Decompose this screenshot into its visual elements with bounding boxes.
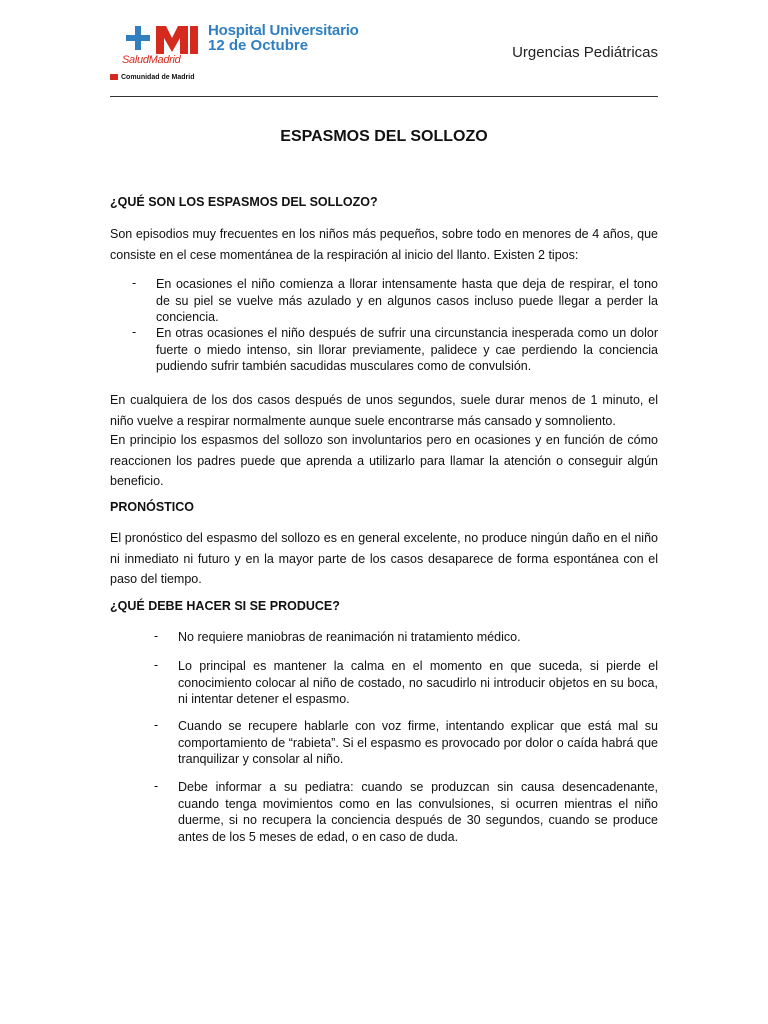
logo-comunidad (110, 74, 195, 81)
logo-hospital-name: Hospital Universitario (208, 22, 359, 39)
type-bullet: En otras ocasiones el niño después de sufrir una circunstancia inesperada como un dolor fuerte o miedo intenso, sin llorar previamente, palidece y cae perdiendo la conciencia pudiendo sufrir también sacudidas musculares como de convulsión. (156, 326, 658, 373)
logo-salud-madrid: SaludMadrid (122, 54, 181, 66)
paragraph-recovery: En cualquiera de los dos casos después de unos segundos, suele durar menos de 1 minuto, el niño vuelve a respirar normalmente aunque suele encontrarse más cansado y somnoliento. (110, 393, 658, 428)
type-bullet: En ocasiones el niño comienza a llorar intensamente hasta que deja de respirar, el tono de su piel se vuelve más azulado y en algunos casos incluso puede llegar a perder la conciencia. (156, 277, 658, 324)
logo-hospital-subname: 12 de Octubre (208, 37, 309, 54)
salud-madrid-mark-icon (122, 26, 202, 56)
logo-comunidad-text: Comunidad de Madrid (121, 74, 195, 81)
advice-bullet: Debe informar a su pediatra: cuando se produzcan sin causa desencadenante, cuando tenga movimientos como en las convulsiones, si ocurren mientras el niño duerme, si no recupera la conciencia después de 30 segundos, cuando se produce antes de los 5 meses de edad, o en caso de duda. (178, 780, 658, 844)
department-name: Urgencias Pediátricas (512, 44, 658, 61)
bullet-marker: - (154, 629, 159, 643)
bullet-marker: - (154, 658, 159, 672)
header-divider (110, 96, 658, 97)
paragraph-involuntary: En principio los espasmos del sollozo son involuntarios pero en ocasiones y en función de cómo reaccionen los padres puede que aprenda a utilizarlo para llamar la atención o conseguir algún beneficio. (110, 433, 658, 488)
section-heading-prognosis: PRONÓSTICO (110, 500, 195, 514)
bullet-marker: - (132, 325, 137, 339)
prognosis-paragraph: El pronóstico del espasmo del sollozo es en general excelente, no produce ningún daño en el niño ni inmediato ni futuro y en la mayor parte de los casos desaparece de forma espontánea con el paso del tiempo. (110, 531, 658, 586)
bullet-marker: - (132, 276, 137, 290)
advice-bullet: No requiere maniobras de reanimación ni tratamiento médico. (178, 630, 521, 644)
hospital-logo (110, 22, 380, 86)
intro-paragraph: Son episodios muy frecuentes en los niños más pequeños, sobre todo en menores de 4 años, que consiste en el cese momentánea de la respiración al inicio del llanto. Existen 2 tipos: (110, 227, 658, 262)
section-heading-what-to-do: ¿QUÉ DEBE HACER SI SE PRODUCE? (110, 599, 340, 613)
page-header (0, 0, 768, 100)
document-title: ESPASMOS DEL SOLLOZO (280, 128, 488, 145)
comunidad-flag-icon (110, 74, 118, 80)
bullet-marker: - (154, 779, 159, 793)
section-heading-what: ¿QUÉ SON LOS ESPASMOS DEL SOLLOZO? (110, 195, 378, 209)
advice-bullet: Cuando se recupere hablarle con voz firme, intentando explicar que está mal su comportamiento de “rabieta”. Si el espasmo es provocado por dolor o caída habrá que tranquilizar y consolar al niño. (178, 719, 658, 766)
bullet-marker: - (154, 718, 159, 732)
advice-bullet: Lo principal es mantener la calma en el momento en que suceda, si pierde el conocimiento colocar al niño de costado, no sacudirlo ni introducir objetos en su boca, ni intentar detener el espasmo. (178, 659, 658, 706)
